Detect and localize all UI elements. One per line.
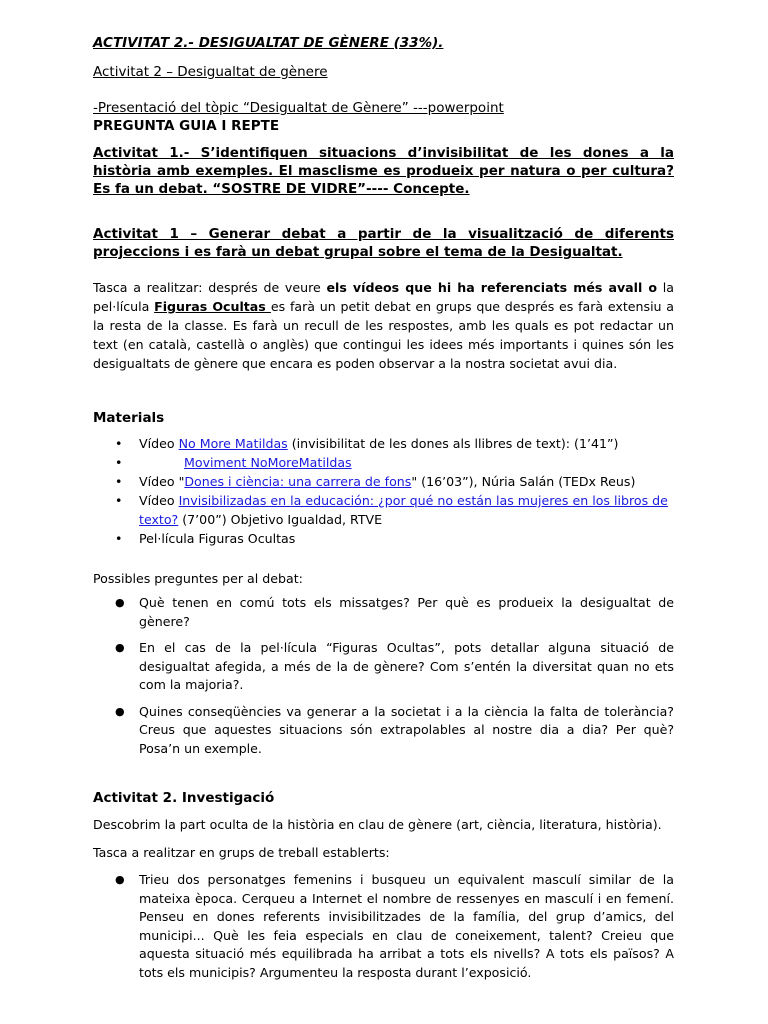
item-prefix: Pel·lícula Figuras Ocultas bbox=[139, 531, 296, 546]
bullet: • bbox=[115, 493, 123, 508]
bullet: ● bbox=[115, 704, 125, 718]
question-text: En el cas de la pel·lícula “Figuras Ocultas”, pots detallar alguna situació de desigualtat afegida, a més de la de gènere? Com s’entén la diversitat quan no ets com la majoria?. bbox=[139, 640, 674, 692]
link-no-more-matildas[interactable]: No More Matildas bbox=[178, 436, 288, 451]
activity2-heading: Activitat 2. Investigació bbox=[93, 790, 275, 806]
list-item bbox=[93, 453, 674, 472]
task-paragraph bbox=[93, 278, 674, 373]
bullet: • bbox=[115, 474, 123, 489]
activity2-task-intro: Tasca a realitzar en grups de treball establerts: bbox=[93, 845, 390, 860]
item-prefix: Vídeo bbox=[139, 493, 179, 508]
bullet: • bbox=[115, 436, 123, 451]
guide-line: PREGUNTA GUIA I REPTE bbox=[93, 118, 280, 134]
list-item bbox=[93, 491, 674, 529]
activity1-intro: Activitat 1.- S’identifiquen situacions d’invisibilitat de les dones a la història amb exemples. El masclisme es produeix per natura o per cultura? Es fa un debat. “SOSTRE DE VIDRE”---- Concepte. bbox=[93, 145, 674, 197]
document-subtitle: Activitat 2 – Desigualtat de gènere bbox=[93, 64, 328, 80]
materials-heading: Materials bbox=[93, 410, 165, 426]
task-prefix: Tasca a realitzar: després de veure bbox=[93, 280, 327, 295]
task-mid: la pel·lícula bbox=[93, 280, 674, 314]
bullet: ● bbox=[115, 596, 125, 609]
questions-list bbox=[93, 594, 674, 758]
task-rest: es farà un petit debat en grups que després es farà extensiu a la resta de la classe. Es farà un recull de les respostes, amb les quals es pot redactar un text (en català, castellà o anglès) que contingui les idees més importants i quines són les desigualtats de gènere que encara es poden observar a la nostra societat avui dia. bbox=[93, 299, 674, 371]
bullet: ● bbox=[115, 873, 125, 886]
item-suffix: (invisibilitat de les dones als llibres de text): (1’41”) bbox=[287, 436, 619, 451]
questions-intro: Possibles preguntes per al debat: bbox=[93, 571, 303, 586]
bullet: • bbox=[115, 531, 123, 546]
activity1-heading: Activitat 1 – Generar debat a partir de la visualització de diferents projeccions i es farà un debat grupal sobre el tema de la Desigualtat. bbox=[93, 226, 674, 260]
item-suffix: " (16’03”), Núria Salán (TEDx Reus) bbox=[411, 474, 636, 489]
item-source: Objetivo Igualdad, RTVE bbox=[230, 512, 383, 527]
list-item bbox=[93, 703, 674, 759]
bullet: ● bbox=[115, 641, 125, 654]
list-item bbox=[93, 871, 674, 982]
task-film-title: Figuras Ocultas bbox=[154, 299, 271, 314]
presentation-line: -Presentació del tòpic “Desigualtat de Gènere” ---powerpoint bbox=[93, 100, 504, 116]
task-item-text: Trieu dos personatges femenins i busqueu un equivalent masculí similar de la mateixa època. Cerqueu a Internet el nombre de ressenyes en masculí i en femení. Penseu en dones referents invisibilitzades de la família, del grup d’amics, del municipi... Què les feia especials en clau de coneixement, talent? Creieu que aquesta situació més equilibrada ha arribat a tots els nivells? A tots els països? A tots els municipis? Argumenteu la resposta durant l’exposició. bbox=[139, 872, 674, 980]
bullet: • bbox=[115, 455, 123, 470]
list-item bbox=[93, 472, 674, 491]
question-text: Què tenen en comú tots els missatges? Per què es produeix la desigualtat de gènere? bbox=[139, 595, 674, 629]
materials-list bbox=[93, 434, 674, 548]
document-title: ACTIVITAT 2.- DESIGUALTAT DE GÈNERE (33%). bbox=[93, 35, 444, 51]
item-prefix: Vídeo " bbox=[139, 474, 185, 489]
list-item bbox=[93, 529, 674, 548]
list-item bbox=[93, 639, 674, 695]
list-item bbox=[93, 434, 674, 453]
list-item bbox=[93, 594, 674, 631]
link-moviment-nomorematildas[interactable]: Moviment NoMoreMatildas bbox=[184, 455, 352, 470]
link-invisibilizadas-educacion[interactable]: Invisibilizadas en la educación: ¿por qué no están las mujeres en los libros de texto? bbox=[139, 493, 668, 527]
activity2-discover: Descobrim la part oculta de la història en clau de gènere (art, ciència, literatura, història). bbox=[93, 817, 662, 832]
item-prefix: Vídeo bbox=[139, 436, 179, 451]
task-videos-reference: els vídeos que hi ha referenciats més avall o bbox=[326, 280, 658, 295]
question-text: Quines conseqüències va generar a la societat i a la ciència la falta de tolerància? Creus que aquestes situacions són extrapolables al nostre dia a dia? Per què? Posa’n un exemple. bbox=[139, 703, 674, 756]
activity2-list bbox=[93, 871, 674, 982]
item-suffix: (7’00”) bbox=[178, 512, 231, 527]
link-dones-i-ciencia[interactable]: Dones i ciència: una carrera de fons bbox=[184, 474, 412, 489]
